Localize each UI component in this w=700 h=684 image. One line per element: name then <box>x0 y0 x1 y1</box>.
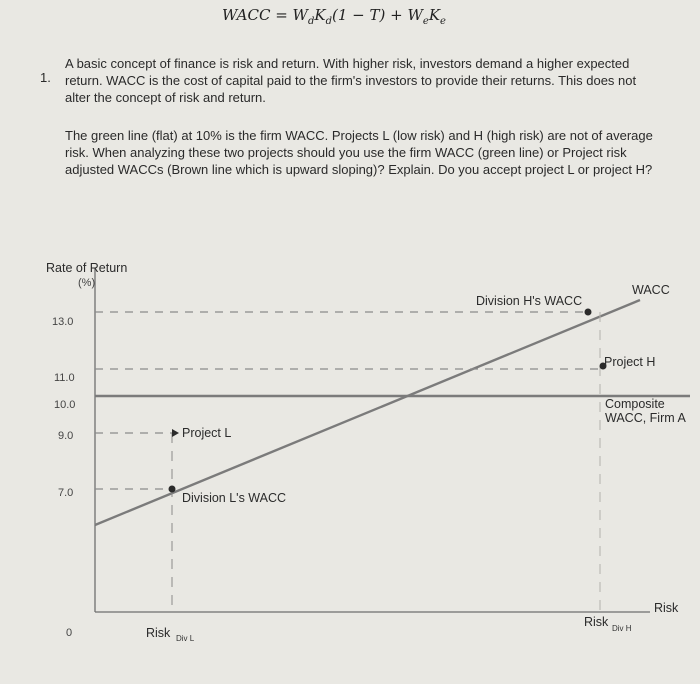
y-axis-unit: (%) <box>78 277 96 289</box>
division-wacc-line <box>95 300 640 525</box>
division-l-wacc-label: Division L's WACC <box>182 491 287 505</box>
division-h-wacc-label: Division H's WACC <box>476 294 583 308</box>
composite-label-line2: WACC, Firm A <box>605 411 686 425</box>
division-h-wacc-point <box>585 309 592 316</box>
wacc-formula: WACC = $W_dK_d(1 - T) + W_eK_e$ <box>222 6 446 27</box>
project-h-label: Project H <box>604 355 656 369</box>
y-tick-label: 10.0 <box>54 399 76 411</box>
y-tick-label: 9.0 <box>58 430 74 442</box>
origin-label: 0 <box>66 627 73 639</box>
project-l-label: Project L <box>182 426 232 440</box>
y-tick-label: 11.0 <box>54 372 75 384</box>
y-tick-label: 13.0 <box>52 316 74 328</box>
risk-div-l-sub: Div L <box>176 634 195 643</box>
wacc-line-label: WACC <box>632 283 670 297</box>
question-number: 1. <box>40 70 51 85</box>
x-axis-title: Risk <box>654 601 679 615</box>
risk-div-l-label: Risk <box>146 626 171 640</box>
risk-div-h-label: Risk <box>584 615 609 629</box>
question-paragraph-2: The green line (flat) at 10% is the firm WACC. Projects L (low risk) and H (high risk) are not of average risk. When analyzing these two projects should you use the firm WACC (green line) or Project risk adjusted WACCs (Brown line which is upward sloping)? Explain. Do you accept project L or project H? <box>65 128 653 177</box>
division-l-wacc-point <box>169 486 176 493</box>
y-tick-label: 7.0 <box>58 487 74 499</box>
risk-div-h-sub: Div H <box>612 624 632 633</box>
y-axis-title: Rate of Return <box>46 261 128 275</box>
composite-label-line1: Composite <box>605 397 665 411</box>
project-l-point <box>172 429 179 437</box>
question-paragraph-1: A basic concept of finance is risk and return. With higher risk, investors demand a higher expected return. WACC is the cost of capital paid to the firm's investors to provide their returns. This does not alter the concept of risk and return. <box>65 56 637 105</box>
